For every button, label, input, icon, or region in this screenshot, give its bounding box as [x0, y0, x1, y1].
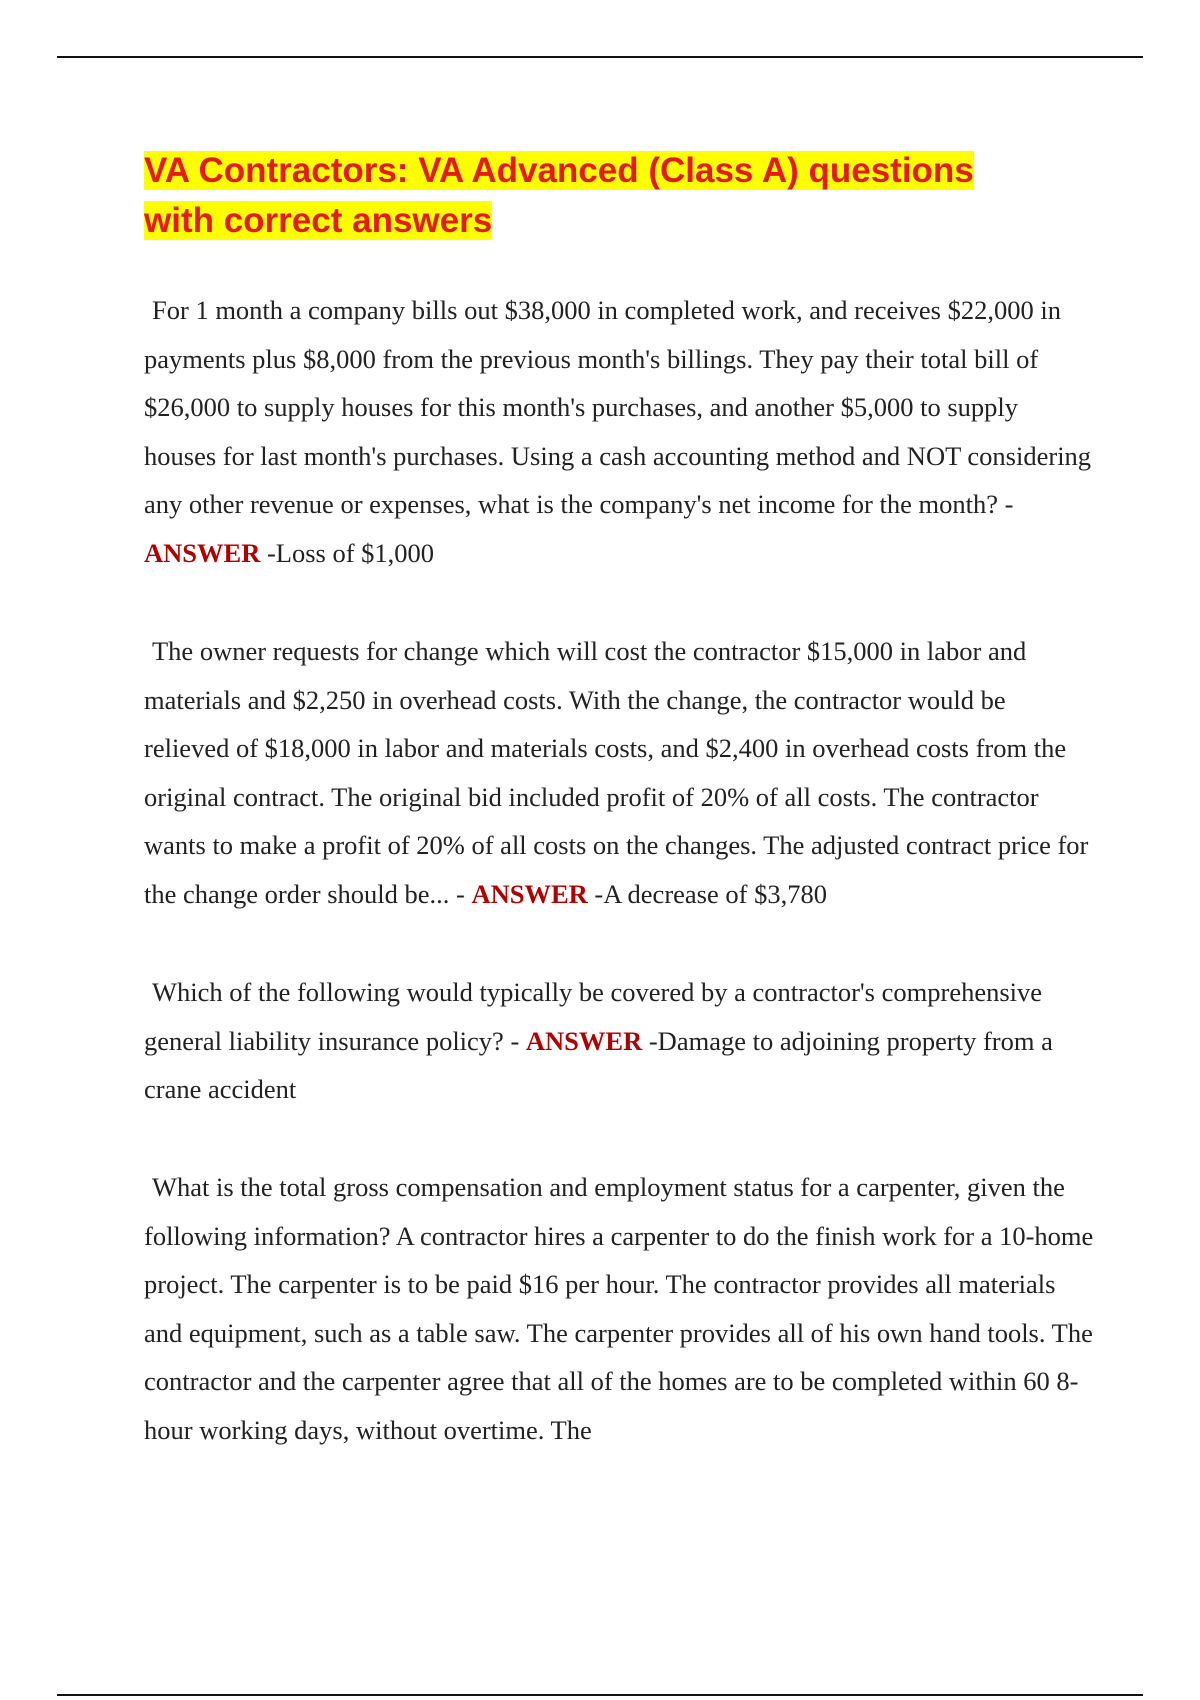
page-title [144, 146, 1044, 246]
question-text: Which of the following would typically be covered by a contractor's comprehensive general liability insurance policy? - [144, 977, 1043, 1056]
question-text: What is the total gross compensation and employment status for a carpenter, given the following information? A contractor hires a carpenter to do the finish work for a 10-home project. The carpenter is to be paid $16 per hour. The contractor provides all materials and equipment, such as a table saw. The carpenter provides all of his own hand tools. The contractor and the carpenter agree that all of the homes are to be completed within 60 8-hour working days, without overtime. The [144, 1172, 1094, 1445]
page-title-text: VA Contractors: VA Advanced (Class A) questions with correct answers [144, 151, 974, 240]
answer-text: -Damage to adjoining property from a crane accident [144, 1025, 1053, 1104]
answer-label: ANSWER [471, 878, 588, 909]
question-answer-item [144, 627, 1094, 918]
answer-text: -A decrease of $3,780 [594, 878, 827, 909]
header-rule [57, 56, 1143, 58]
question-text: For 1 month a company bills out $38,000 in completed work, and receives $22,000 in payments plus $8,000 from the previous month's billings. They pay their total bill of $26,000 to supply houses for this month's purchases, and another $5,000 to supply houses for last month's purchases. Using a cash accounting method and NOT considering any other revenue or expenses, what is the company's net income for the month? - [144, 295, 1092, 519]
answer-label: ANSWER [144, 537, 261, 568]
question-text: The owner requests for change which will cost the contractor $15,000 in labor and materials and $2,250 in overhead costs. With the change, the contractor would be relieved of $18,000 in labor and materials costs, and $2,400 in overhead costs from the original contract. The original bid included profit of 20% of all costs. The contractor wants to make a profit of 20% of all costs on the changes. The adjusted contract price for the change order should be... - [144, 636, 1089, 909]
footer-rule [57, 1694, 1143, 1696]
answer-label: ANSWER [525, 1025, 643, 1056]
answer-text: -Loss of $1,000 [266, 537, 435, 568]
question-answer-item [144, 968, 1094, 1114]
question-answer-item [144, 1163, 1094, 1454]
question-answer-item [144, 286, 1094, 577]
